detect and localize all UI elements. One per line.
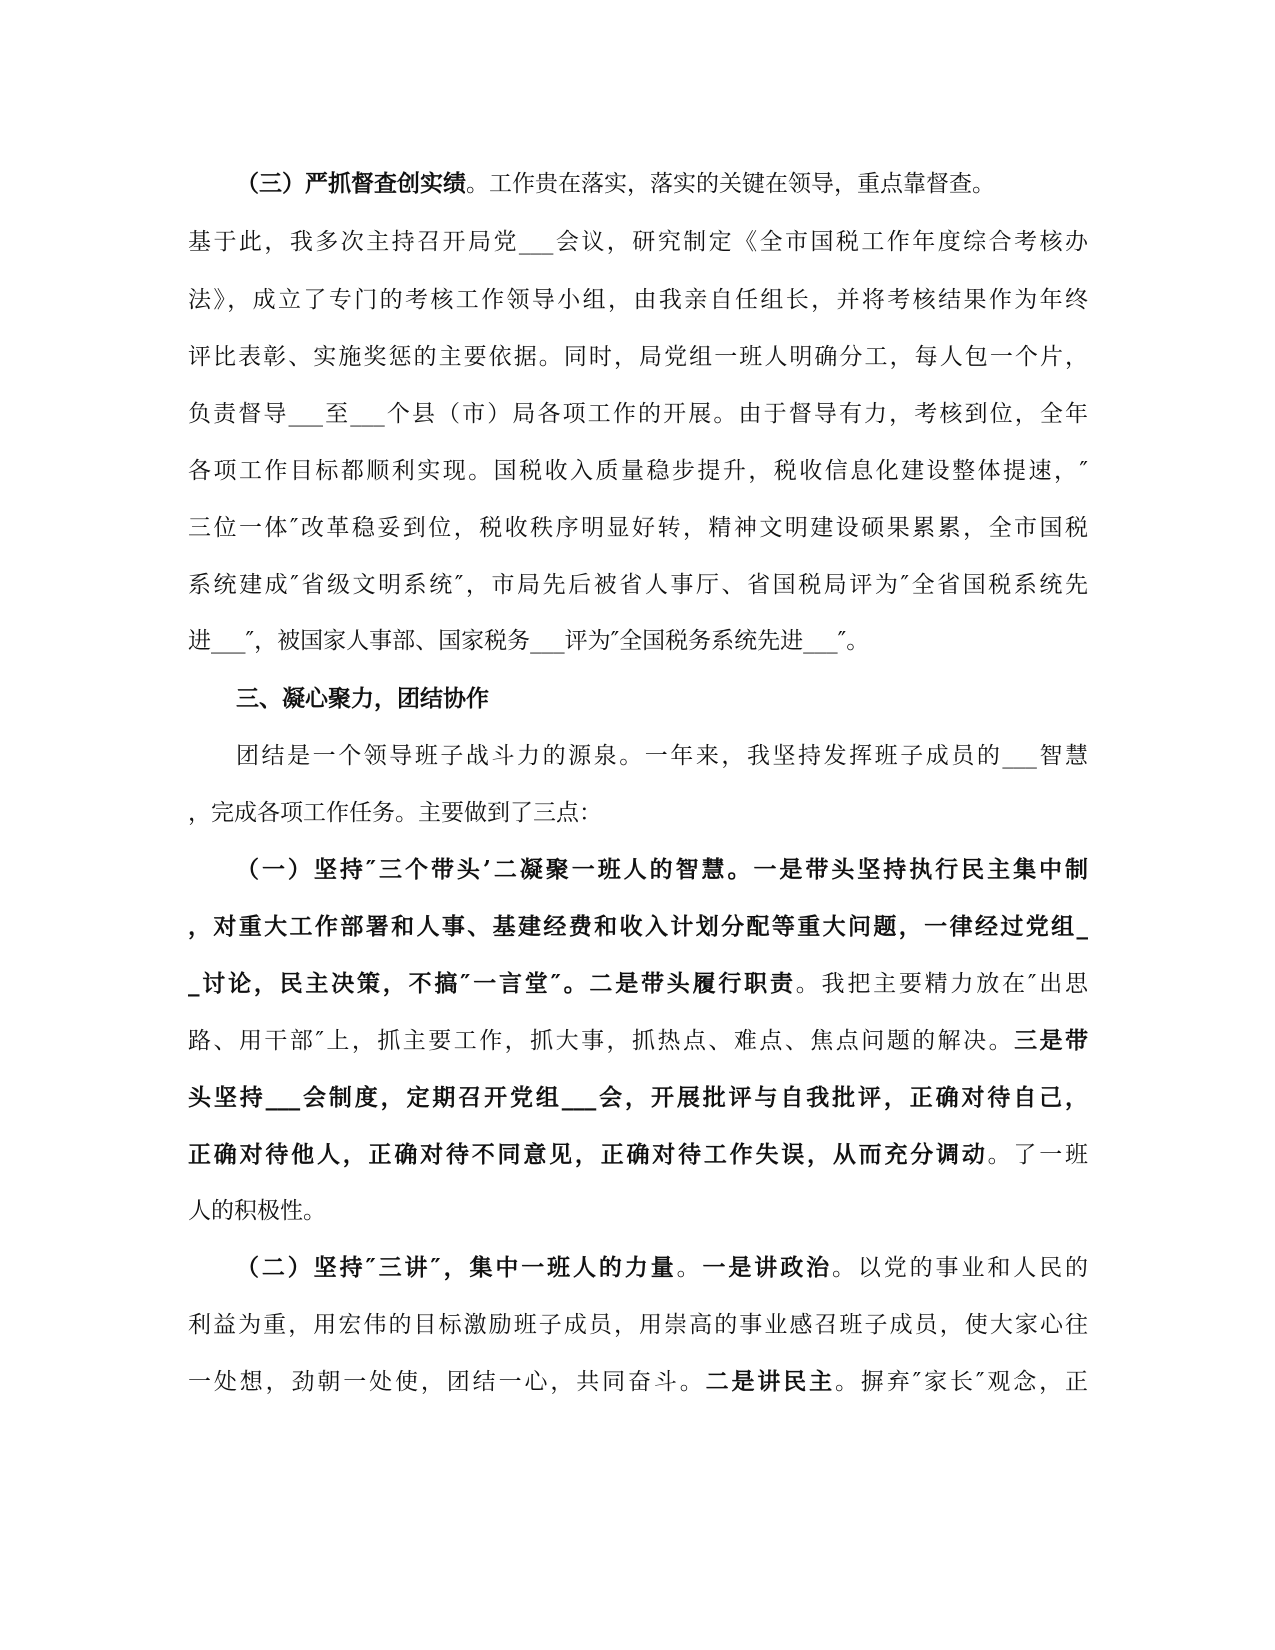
- para4-line-2: 利益为重，用宏伟的目标激励班子成员，用崇高的事业感召班子成员，使大家心往: [188, 1312, 1088, 1338]
- para1-line-3: 法》，成立了专门的考核工作领导小组，由我亲自任组长，并将考核结果作为年终: [188, 287, 1088, 313]
- para1-line-1: （三）严抓督查创实绩。工作贵在落实，落实的关键在领导，重点靠督查。: [236, 170, 995, 197]
- para1-line-8: 系统建成″省级文明系统″，市局先后被省人事厅、省国税局评为″全省国税系统先: [188, 572, 1088, 598]
- para1-line-2: 基于此，我多次主持召开局党___会议，研究制定《全市国税工作年度综合考核办: [188, 229, 1088, 255]
- para3-line-6: 正确对待他人，正确对待不同意见，正确对待工作失误，从而充分调动。了一班: [188, 1141, 1089, 1168]
- para2-line-1: 团结是一个领导班子战斗力的源泉。一年来，我坚持发挥班子成员的___智慧: [236, 743, 1088, 769]
- para3-line-1: （一）坚持″三个带头’二凝聚一班人的智慧。一是带头坚持执行民主集中制: [236, 856, 1088, 883]
- para1-line-5: 负责督导___至___个县（市）局各项工作的开展。由于督导有力，考核到位，全年: [188, 401, 1088, 427]
- para3-line-2: ，对重大工作部署和人事、基建经费和收入计划分配等重大问题，一律经过党组_: [188, 913, 1088, 940]
- para2-line-2: ，完成各项工作任务。主要做到了三点：: [188, 800, 602, 826]
- para1-heading: （三）严抓督查创实绩: [236, 170, 466, 197]
- para4-line-3: 一处想，劲朝一处使，团结一心，共同奋斗。二是讲民主。摒弃″家长″观念，正: [188, 1368, 1089, 1395]
- para3-line-3: _讨论，民主决策，不搞″一言堂″。二是带头履行职责。我把主要精力放在″出思: [188, 970, 1089, 997]
- para1-line-4: 评比表彰、实施奖惩的主要依据。同时，局党组一班人明确分工，每人包一个片，: [188, 344, 1088, 370]
- para3-line-5: 头坚持___会制度，定期召开党组___会，开展批评与自我批评，正确对待自己，: [188, 1084, 1088, 1111]
- para1-line-6: 各项工作目标都顺利实现。国税收入质量稳步提升，税收信息化建设整体提速，″: [188, 458, 1088, 484]
- para1-line-7: 三位一体″改革稳妥到位，税收秩序明显好转，精神文明建设硕果累累，全市国税: [188, 515, 1088, 541]
- section-heading: 三、凝心聚力，团结协作: [236, 685, 489, 712]
- para3-line-7: 人的积极性。: [188, 1198, 326, 1224]
- para1-line-9: 进___″，被国家人事部、国家税务___评为″全国税务系统先进___″。: [188, 628, 870, 654]
- para4-line-1: （二）坚持″三讲″，集中一班人的力量。一是讲政治。以党的事业和人民的: [236, 1254, 1089, 1281]
- para3-line-4: 路、用干部″上，抓主要工作，抓大事，抓热点、难点、焦点问题的解决。三是带: [188, 1027, 1088, 1054]
